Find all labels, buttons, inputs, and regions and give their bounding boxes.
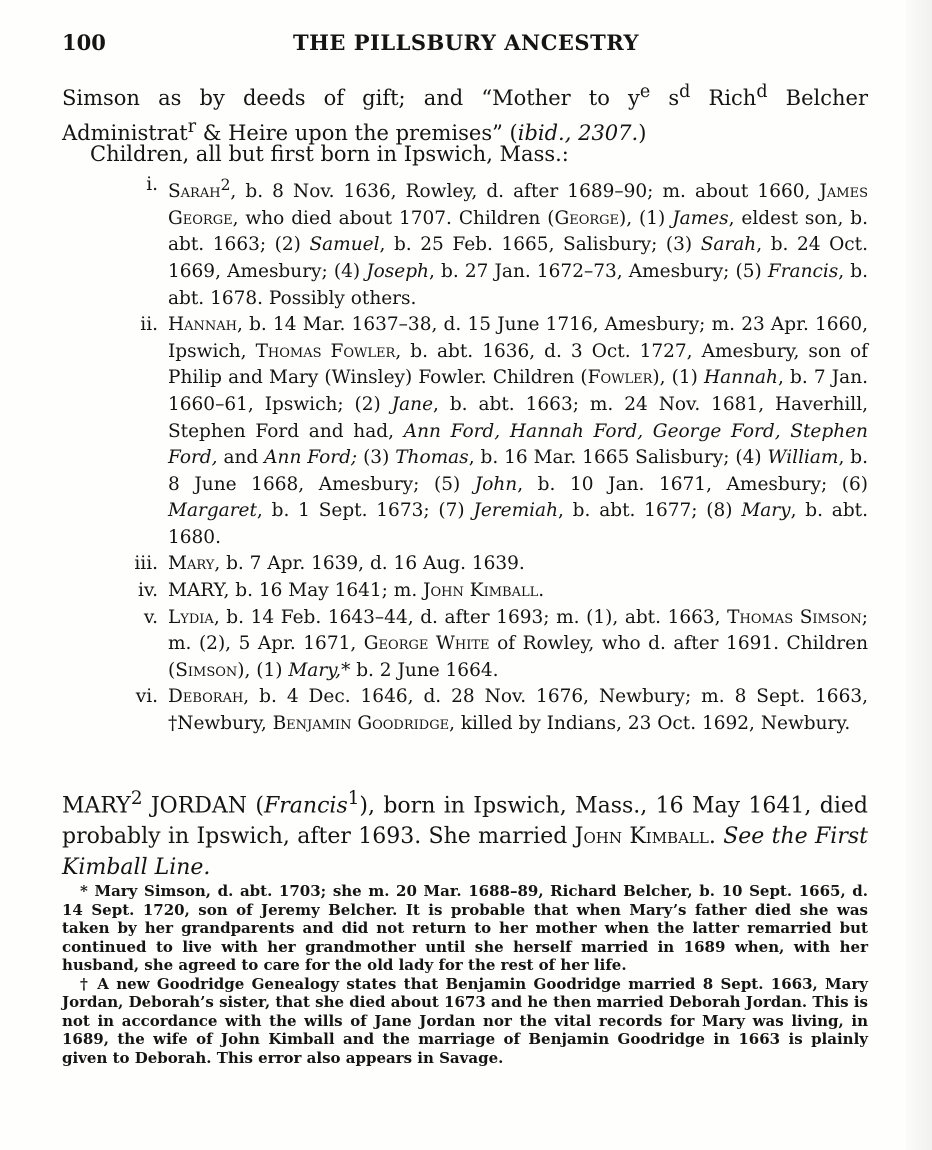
continuation-text: Simson as by deeds of gift; and “Mother to y (62, 86, 640, 110)
entry-text: , b. 16 May 1641; m. (223, 580, 424, 602)
grandchild-name: Mary (741, 500, 791, 522)
entry-text: , b. abt. 1636, d. 3 Oct. 1727, Amesbury, son of Philip and Mary (Winsley) Fowler. Children ( (168, 340, 868, 389)
generation-number: 2 (130, 788, 143, 809)
spouse-name: James George (168, 181, 868, 229)
entry-text: , b. 8 June 1668, Amesbury; (5) (168, 447, 869, 495)
section-name: MARY (62, 793, 131, 819)
entry-text: ), (1) (237, 659, 289, 681)
child-numeral: iii. (134, 553, 158, 575)
superscript: d (756, 82, 768, 102)
child-numeral: vi. (135, 686, 158, 708)
entry-text: , b. 27 Jan. 1672–73, Amesbury; (5) (428, 260, 768, 282)
child-entry (104, 605, 868, 685)
running-title: THE PILLSBURY ANCESTRY (292, 30, 640, 55)
generation-number: 1 (347, 788, 360, 809)
page-header (62, 30, 870, 64)
entry-text: Newbury, (177, 713, 273, 735)
entry-text: , b. 8 Nov. 1636, Rowley, d. after 1689–90; m. about 1660, (230, 181, 820, 203)
footnote: * Mary Simson, d. abt. 1703; she m. 20 Mar. 1688–89, Richard Belcher, b. 10 Sept. 1665, d. 14 Sept. 1720, son of Jeremy Belcher. It is probable that when Mary’s father died she was taken by her grandparents and did not return to her mother when the latter remarried but continued to live with her grandmother until she herself married in 1689 when, with her husband, she agreed to care for the old lady for the rest of her life. (62, 882, 868, 974)
continuation-text: & Heire upon the premises” ( (196, 121, 518, 145)
section-text: . (708, 824, 724, 850)
entry-text: ; m. (2), 5 Apr. 1671, (168, 606, 868, 655)
grandchild-name: Francis (767, 260, 839, 282)
entry-text: ), (1) (652, 367, 705, 389)
section-heading-paragraph (62, 783, 868, 883)
child-name: Deborah (168, 686, 244, 708)
grandchild-name: James (672, 207, 729, 229)
grandchild-name: Joseph (366, 260, 429, 282)
entry-text: , b. 14 Mar. 1637–38, d. 15 June 1716, Amesbury; m. 23 Apr. 1660, Ipswich, (168, 314, 868, 362)
children-list (104, 172, 868, 738)
entry-text: b. 2 June 1664. (350, 659, 499, 681)
section-surname: JORDAN ( (142, 793, 265, 819)
entry-text: ), (1) (619, 207, 673, 229)
spouse-name: Thomas Fowler (255, 340, 396, 362)
entry-text: , b. 7 Apr. 1639, d. 16 Aug. 1639. (214, 553, 525, 575)
footnote-mark: * (341, 659, 351, 681)
superscript: d (679, 82, 691, 102)
spouse-name: John Kimball (423, 580, 539, 602)
great-grandchildren: Ann Ford, Hannah Ford, George Ford, Stephen Ford, (168, 420, 868, 469)
entry-text: , b. 4 Dec. 1646, d. 28 Nov. 1676, Newbury; m. 8 Sept. 1663, (243, 686, 868, 708)
entry-text: , b. 24 Oct. 1669, Amesbury; (4) (168, 234, 868, 282)
entry-text: , b. abt. 1678. Possibly others. (168, 260, 868, 309)
family-name: Simson (175, 659, 238, 681)
child-entry (104, 172, 868, 312)
entry-text: , killed by Indians, 23 Oct. 1692, Newbury. (449, 713, 851, 735)
child-entry (104, 551, 868, 578)
child-name: Sarah (168, 181, 221, 203)
children-intro: Children, all but first born in Ipswich, Mass.: (90, 142, 569, 166)
continuation-paragraph (62, 78, 868, 148)
entry-text: , b. abt. 1680. (168, 500, 868, 548)
grandchild-name: Hannah (704, 367, 778, 389)
child-name: Mary (168, 553, 215, 575)
entry-text: , b. 10 Jan. 1671, Amesbury; (6) (517, 473, 869, 495)
spouse-name: John Kimball (574, 824, 709, 850)
great-grandchild: Ann Ford; (264, 447, 358, 469)
child-numeral: iv. (137, 580, 158, 602)
entry-text: , b. 1 Sept. 1673; (7) (256, 500, 474, 522)
continuation-text: Belcher Administrat (62, 86, 868, 145)
entry-text: , b. abt. 1663; m. 24 Nov. 1681, Haverhill, Stephen Ford and had, (168, 393, 868, 442)
superscript: e (639, 82, 651, 102)
child-name: Hannah (168, 314, 237, 336)
grandchild-name: Mary, (288, 659, 342, 681)
entry-text: , b. 25 Feb. 1665, Salisbury; (3) (379, 234, 701, 256)
entry-text: , who died about 1707. Children ( (232, 207, 555, 229)
citation: ibid., 2307. (517, 121, 639, 145)
child-name: MARY (168, 580, 224, 602)
child-entry (104, 684, 868, 737)
parent-name: Francis (264, 793, 348, 819)
child-numeral: v. (143, 606, 158, 628)
spouse-name: Thomas Simson (727, 606, 862, 628)
entry-text: , b. 14 Feb. 1643–44, d. after 1693; m. (1), abt. 1663, (213, 606, 728, 628)
entry-text: , b. 16 Mar. 1665 Salisbury; (4) (468, 447, 768, 469)
grandchild-name: Thomas (395, 447, 469, 469)
entry-text: , eldest son, b. abt. 1663; (2) (168, 207, 869, 256)
section-text: ), born in Ipswich, Mass., 16 May 1641, died probably in Ipswich, after 1693. She married (62, 793, 869, 850)
generation-number: 2 (220, 176, 231, 194)
cross-reference: See the First Kimball Line. (62, 824, 868, 881)
child-entry (104, 578, 868, 605)
family-name: George (554, 207, 620, 229)
family-name: Fowler (587, 367, 653, 389)
continuation-text: Rich (690, 86, 757, 110)
footnote: † A new Goodridge Genealogy states that Benjamin Goodridge married 8 Sept. 1663, Mary Jordan, Deborah’s sister, that she died about 1673 and he then married Deborah Jordan. This is not in accordance with the wills of Jane Jordan nor the vital records for Mary was living, in 1689, the wife of John Kimball and the marriage of Benjamin Goodridge in 1663 is plainly given to Deborah. This error also appears in Savage. (62, 974, 868, 1067)
spouse-name: Benjamin Goodridge (272, 713, 450, 735)
continuation-text: ) (638, 121, 647, 145)
footnote-mark: † (168, 713, 178, 735)
entry-text: , b. abt. 1677; (8) (557, 500, 742, 522)
entry-text: of Rowley, who d. after 1691. Children ( (168, 633, 868, 681)
grandchild-name: Jane (391, 393, 434, 415)
grandchild-name: Sarah (700, 234, 757, 256)
grandchild-name: Samuel (309, 234, 380, 256)
child-numeral: i. (146, 174, 158, 195)
child-name: Lydia (168, 606, 214, 628)
footnotes (62, 882, 868, 1067)
entry-text: . (538, 580, 545, 602)
entry-text: and (217, 447, 265, 469)
superscript: r (187, 117, 197, 137)
continuation-text: s (650, 86, 680, 110)
page-edge-shadow (906, 0, 932, 1150)
entry-text: , b. 7 Jan. 1660–61, Ipswich; (2) (168, 367, 868, 415)
grandchild-name: Jeremiah (473, 500, 558, 522)
spouse-name: George White (363, 633, 490, 655)
child-numeral: ii. (140, 314, 158, 336)
grandchild-name: William (767, 447, 839, 469)
child-entry (104, 312, 868, 551)
grandchild-name: Margaret (168, 500, 257, 522)
entry-text: (3) (357, 447, 396, 469)
page-number: 100 (62, 30, 106, 55)
grandchild-name: John (474, 473, 518, 495)
